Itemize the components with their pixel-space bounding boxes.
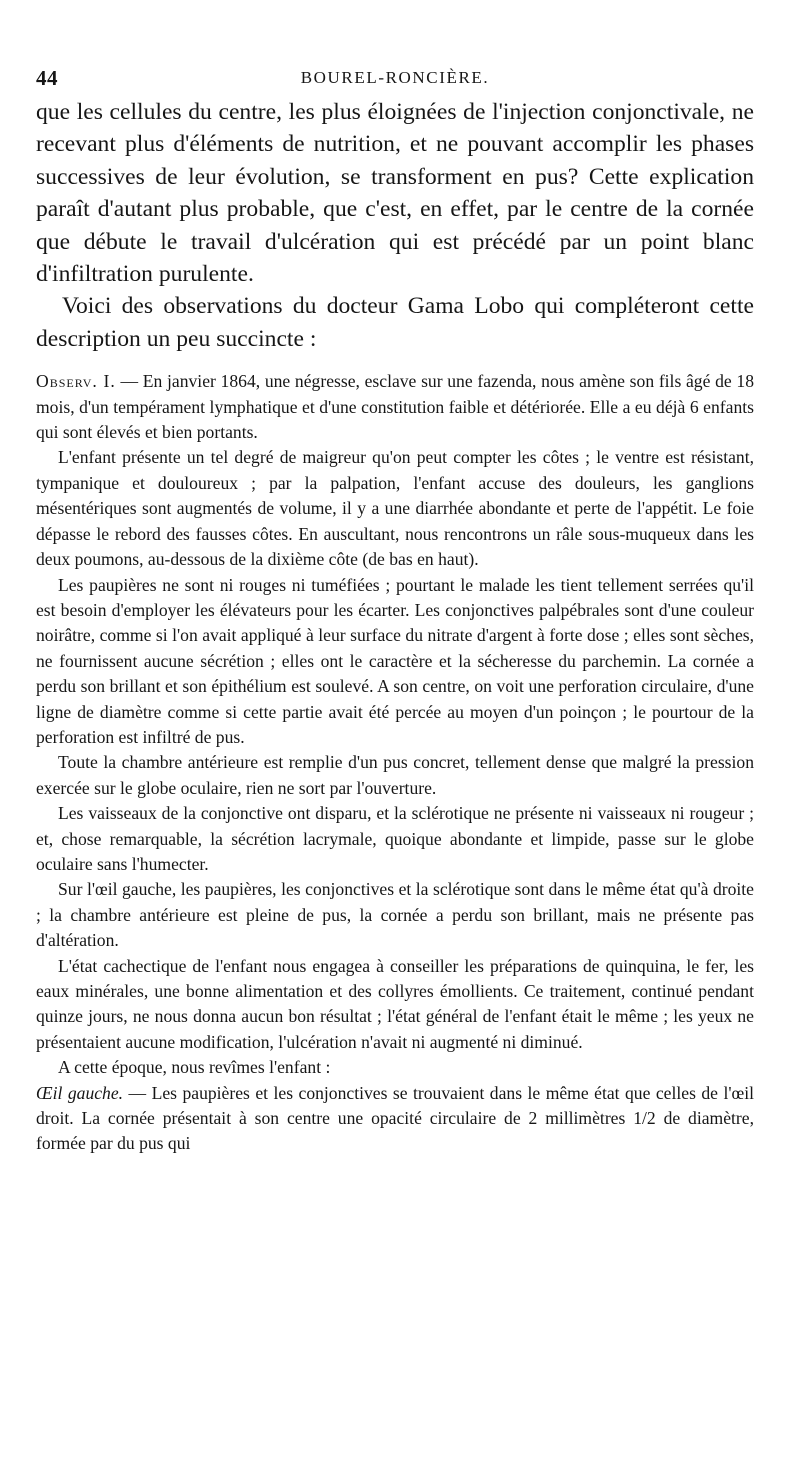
observation-paragraph: Sur l'œil gauche, les paupières, les conjonctives et la sclérotique sont dans le même état qu'à droite ; la chambre antérieure est pleine de pus, la cornée a perdu son brillant, mais ne présente pas d'altération. [36, 879, 754, 951]
observation-paragraph [36, 369, 754, 445]
intro-paragraph-2-text: Voici des observations du docteur Gama Lobo qui compléteront cette description un peu succincte : [36, 293, 754, 352]
observation-paragraph: Toute la chambre antérieure est remplie d'un pus concret, tellement dense que malgré la pression exercée sur le globe oculaire, rien ne sort par l'ouverture. [36, 752, 754, 798]
running-title: BOUREL-RONCIÈRE. [300, 68, 490, 87]
observation-paragraph: L'état cachectique de l'enfant nous engagea à conseiller les préparations de quinquina, le fer, les eaux minérales, une bonne alimentation et des collyres émollients. Ce traitement, continué pendant quinze jours, ne nous donna aucun bon résultat ; l'état général de l'enfant était le même ; les yeux ne présentaient aucune modification, l'ulcération n'avait ni augmenté ni diminué. [36, 955, 754, 1052]
observation-paragraph: Les paupières ne sont ni rouges ni tuméfiées ; pourtant le malade les tient tellement serrées qu'il est besoin d'employer les élévateurs pour les écarter. Les conjonctives palpébrales sont d'une couleur noirâtre, comme si l'on avait appliqué à leur surface du nitrate d'argent à forte dose ; elles sont sèches, ne fournissent aucune sécrétion ; elles ont le caractère et la sécheresse du parchemin. La cornée a perdu son brillant et son épithélium est soulevé. A son centre, on voit une perforation circulaire, d'une ligne de diamètre comme si cette partie avait été percée au moyen d'un poinçon ; le pourtour de la perforation est infiltré de pus. [36, 574, 754, 747]
page-number: 44 [36, 66, 58, 90]
intro-paragraph-1 [36, 96, 754, 290]
page [36, 66, 754, 1157]
observation-paragraph: Les vaisseaux de la conjonctive ont disparu, et la sclérotique ne présente ni vaisseaux ni rougeur ; et, chose remarquable, la sécrétion lacrymale, quoique abondante et limpide, passe sur le globe oculaire sans l'humecter. [36, 803, 754, 874]
observation-paragraph: A cette époque, nous revîmes l'enfant : [58, 1057, 331, 1078]
final-label: Œil gauche. [36, 1082, 124, 1103]
observation-paragraph-final [36, 1081, 754, 1157]
intro-paragraph-1-text: que les cellules du centre, les plus éloignées de l'injection conjonctivale, ne recevant plus d'éléments de nutrition, et ne pouvant accomplir les phases successives de leur évolution, se transforment en pus? Cette explication paraît d'autant plus probable, que c'est, en effet, par le centre de la cornée que débute le travail d'ulcération qui est précédé par un point blanc d'infiltration purulente. [36, 99, 754, 288]
observation-paragraph: L'enfant présente un tel degré de maigreur qu'on peut compter les côtes ; le ventre est résistant, tympanique et douloureux ; par la palpation, l'enfant accuse des douleurs, les ganglions mésentériques sont augmentés de volume, il y a une diarrhée abondante et perte de l'appétit. Le foie dépasse le rebord des fausses côtes. En auscultant, nous rencontrons un râle sous-muqueux dans les deux poumons, au-dessous de la dixième côte (de bas en haut). [36, 447, 754, 570]
page-header [36, 66, 754, 96]
observation-section [36, 369, 754, 1157]
final-text: — Les paupières et les conjonctives se trouvaient dans le même état que celles de l'œil droit. La cornée présentait à son centre une opacité circulaire de 2 millimètres 1/2 de diamètre, formée par du pus qui [36, 1082, 754, 1154]
observation-label: Observ. I. [36, 371, 116, 392]
intro-text [36, 96, 754, 355]
intro-paragraph-2 [36, 290, 754, 355]
observation-text: — En janvier 1864, une négresse, esclave sur une fazenda, nous amène son fils âgé de 18 mois, d'un tempérament lymphatique et d'une constitution faible et détériorée. Elle a eu déjà 6 enfants qui sont élevés et bien portants. [36, 371, 754, 443]
